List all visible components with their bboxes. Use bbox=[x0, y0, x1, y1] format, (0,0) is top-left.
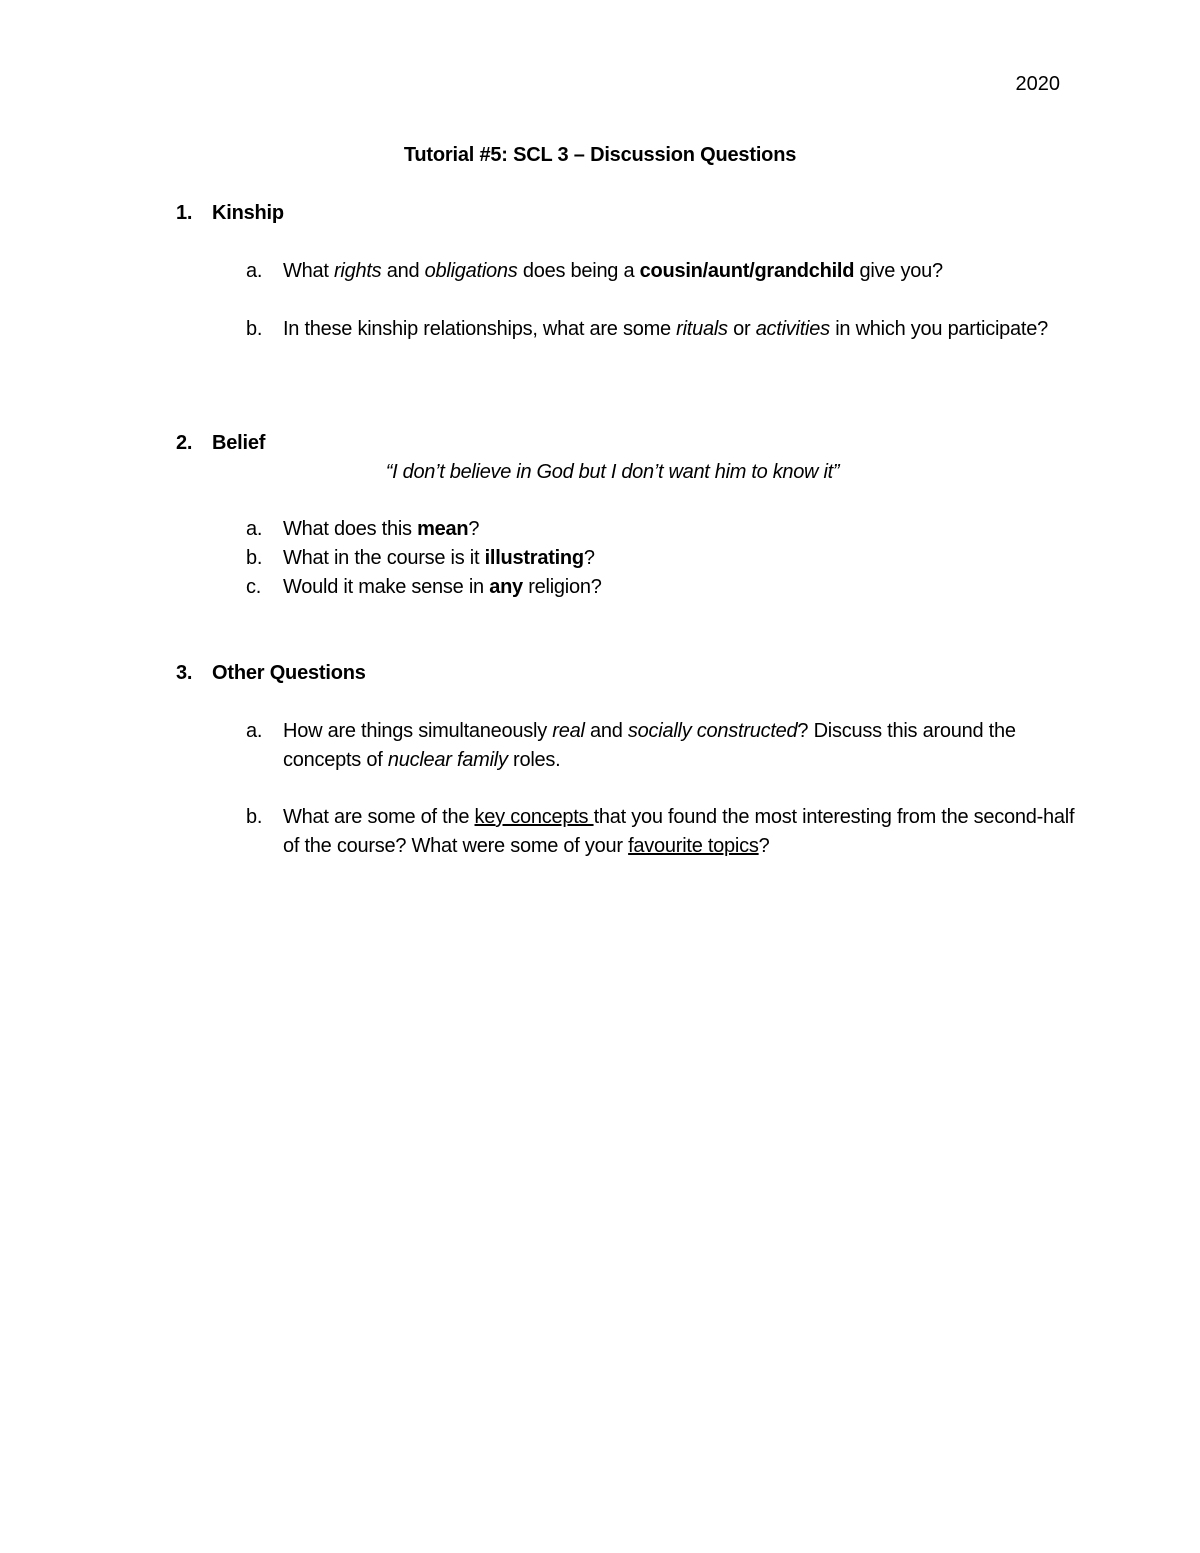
text-run: give you? bbox=[854, 260, 943, 282]
text-run: that you found the most interesting from the second-half of the course? What were some of your bbox=[283, 806, 1075, 857]
text-run: real bbox=[552, 720, 585, 742]
text-run: Would it make sense in bbox=[283, 576, 490, 598]
question-text bbox=[283, 257, 1076, 286]
question-text bbox=[283, 573, 1076, 602]
question-text bbox=[283, 717, 1076, 775]
question-marker: a. bbox=[246, 518, 263, 540]
text-run: ? bbox=[468, 518, 480, 540]
header-year: 2020 bbox=[1015, 73, 1060, 95]
text-run: cousin/aunt/grandchild bbox=[639, 260, 855, 282]
question-item bbox=[246, 717, 1076, 775]
text-run: favourite topics bbox=[628, 835, 759, 857]
text-run: does being a bbox=[517, 260, 640, 282]
text-run: In these kinship relationships, what are some bbox=[283, 318, 677, 340]
question-marker: a. bbox=[246, 260, 263, 282]
text-run: key concepts bbox=[474, 806, 594, 828]
text-run: nuclear family bbox=[387, 749, 508, 771]
question-text bbox=[283, 315, 1076, 344]
text-run: activities bbox=[755, 318, 830, 340]
text-run: obligations bbox=[424, 260, 518, 282]
text-run: and bbox=[584, 720, 628, 742]
question-item bbox=[246, 257, 1076, 286]
text-run: religion? bbox=[522, 576, 602, 598]
question-item bbox=[246, 803, 1076, 861]
section-number: 3. bbox=[176, 662, 193, 684]
text-run: socially constructed bbox=[627, 720, 798, 742]
section-heading-belief bbox=[176, 429, 265, 458]
text-run: rituals bbox=[676, 318, 728, 340]
question-marker: b. bbox=[246, 806, 263, 828]
text-run: illustrating bbox=[484, 547, 584, 569]
question-text bbox=[283, 515, 1076, 544]
text-run: What are some of the bbox=[283, 806, 475, 828]
text-run: and bbox=[381, 260, 425, 282]
section-number: 2. bbox=[176, 432, 193, 454]
question-marker: c. bbox=[246, 576, 262, 598]
text-run: ? Discuss this around the concepts of bbox=[283, 720, 1016, 771]
text-run: What in the course is it bbox=[283, 547, 485, 569]
text-run: or bbox=[727, 318, 756, 340]
section-heading-kinship bbox=[176, 199, 284, 228]
section-title: Belief bbox=[212, 432, 266, 454]
document-title: Tutorial #5: SCL 3 – Discussion Questions bbox=[403, 144, 797, 166]
text-run: mean bbox=[417, 518, 469, 540]
section-number: 1. bbox=[176, 202, 193, 224]
text-run: ? bbox=[758, 835, 770, 857]
text-run: roles. bbox=[507, 749, 561, 771]
section-title: Kinship bbox=[212, 202, 284, 224]
section-title: Other Questions bbox=[212, 662, 366, 684]
belief-quote: “I don’t believe in God but I don’t want him to know it” bbox=[385, 461, 840, 483]
question-item bbox=[246, 515, 1076, 544]
section-heading-other-questions bbox=[176, 659, 366, 688]
question-marker: b. bbox=[246, 318, 263, 340]
text-run: How are things simultaneously bbox=[283, 720, 553, 742]
text-run: rights bbox=[334, 260, 382, 282]
text-run: any bbox=[489, 576, 523, 598]
text-run: What bbox=[283, 260, 334, 282]
question-text bbox=[283, 544, 1076, 573]
question-item bbox=[246, 544, 1076, 573]
question-marker: b. bbox=[246, 547, 263, 569]
question-item bbox=[246, 315, 1076, 344]
question-text bbox=[283, 803, 1076, 861]
text-run: ? bbox=[583, 547, 595, 569]
text-run: in which you participate? bbox=[829, 318, 1048, 340]
text-run: What does this bbox=[283, 518, 418, 540]
question-marker: a. bbox=[246, 720, 263, 742]
question-item bbox=[246, 573, 1076, 602]
